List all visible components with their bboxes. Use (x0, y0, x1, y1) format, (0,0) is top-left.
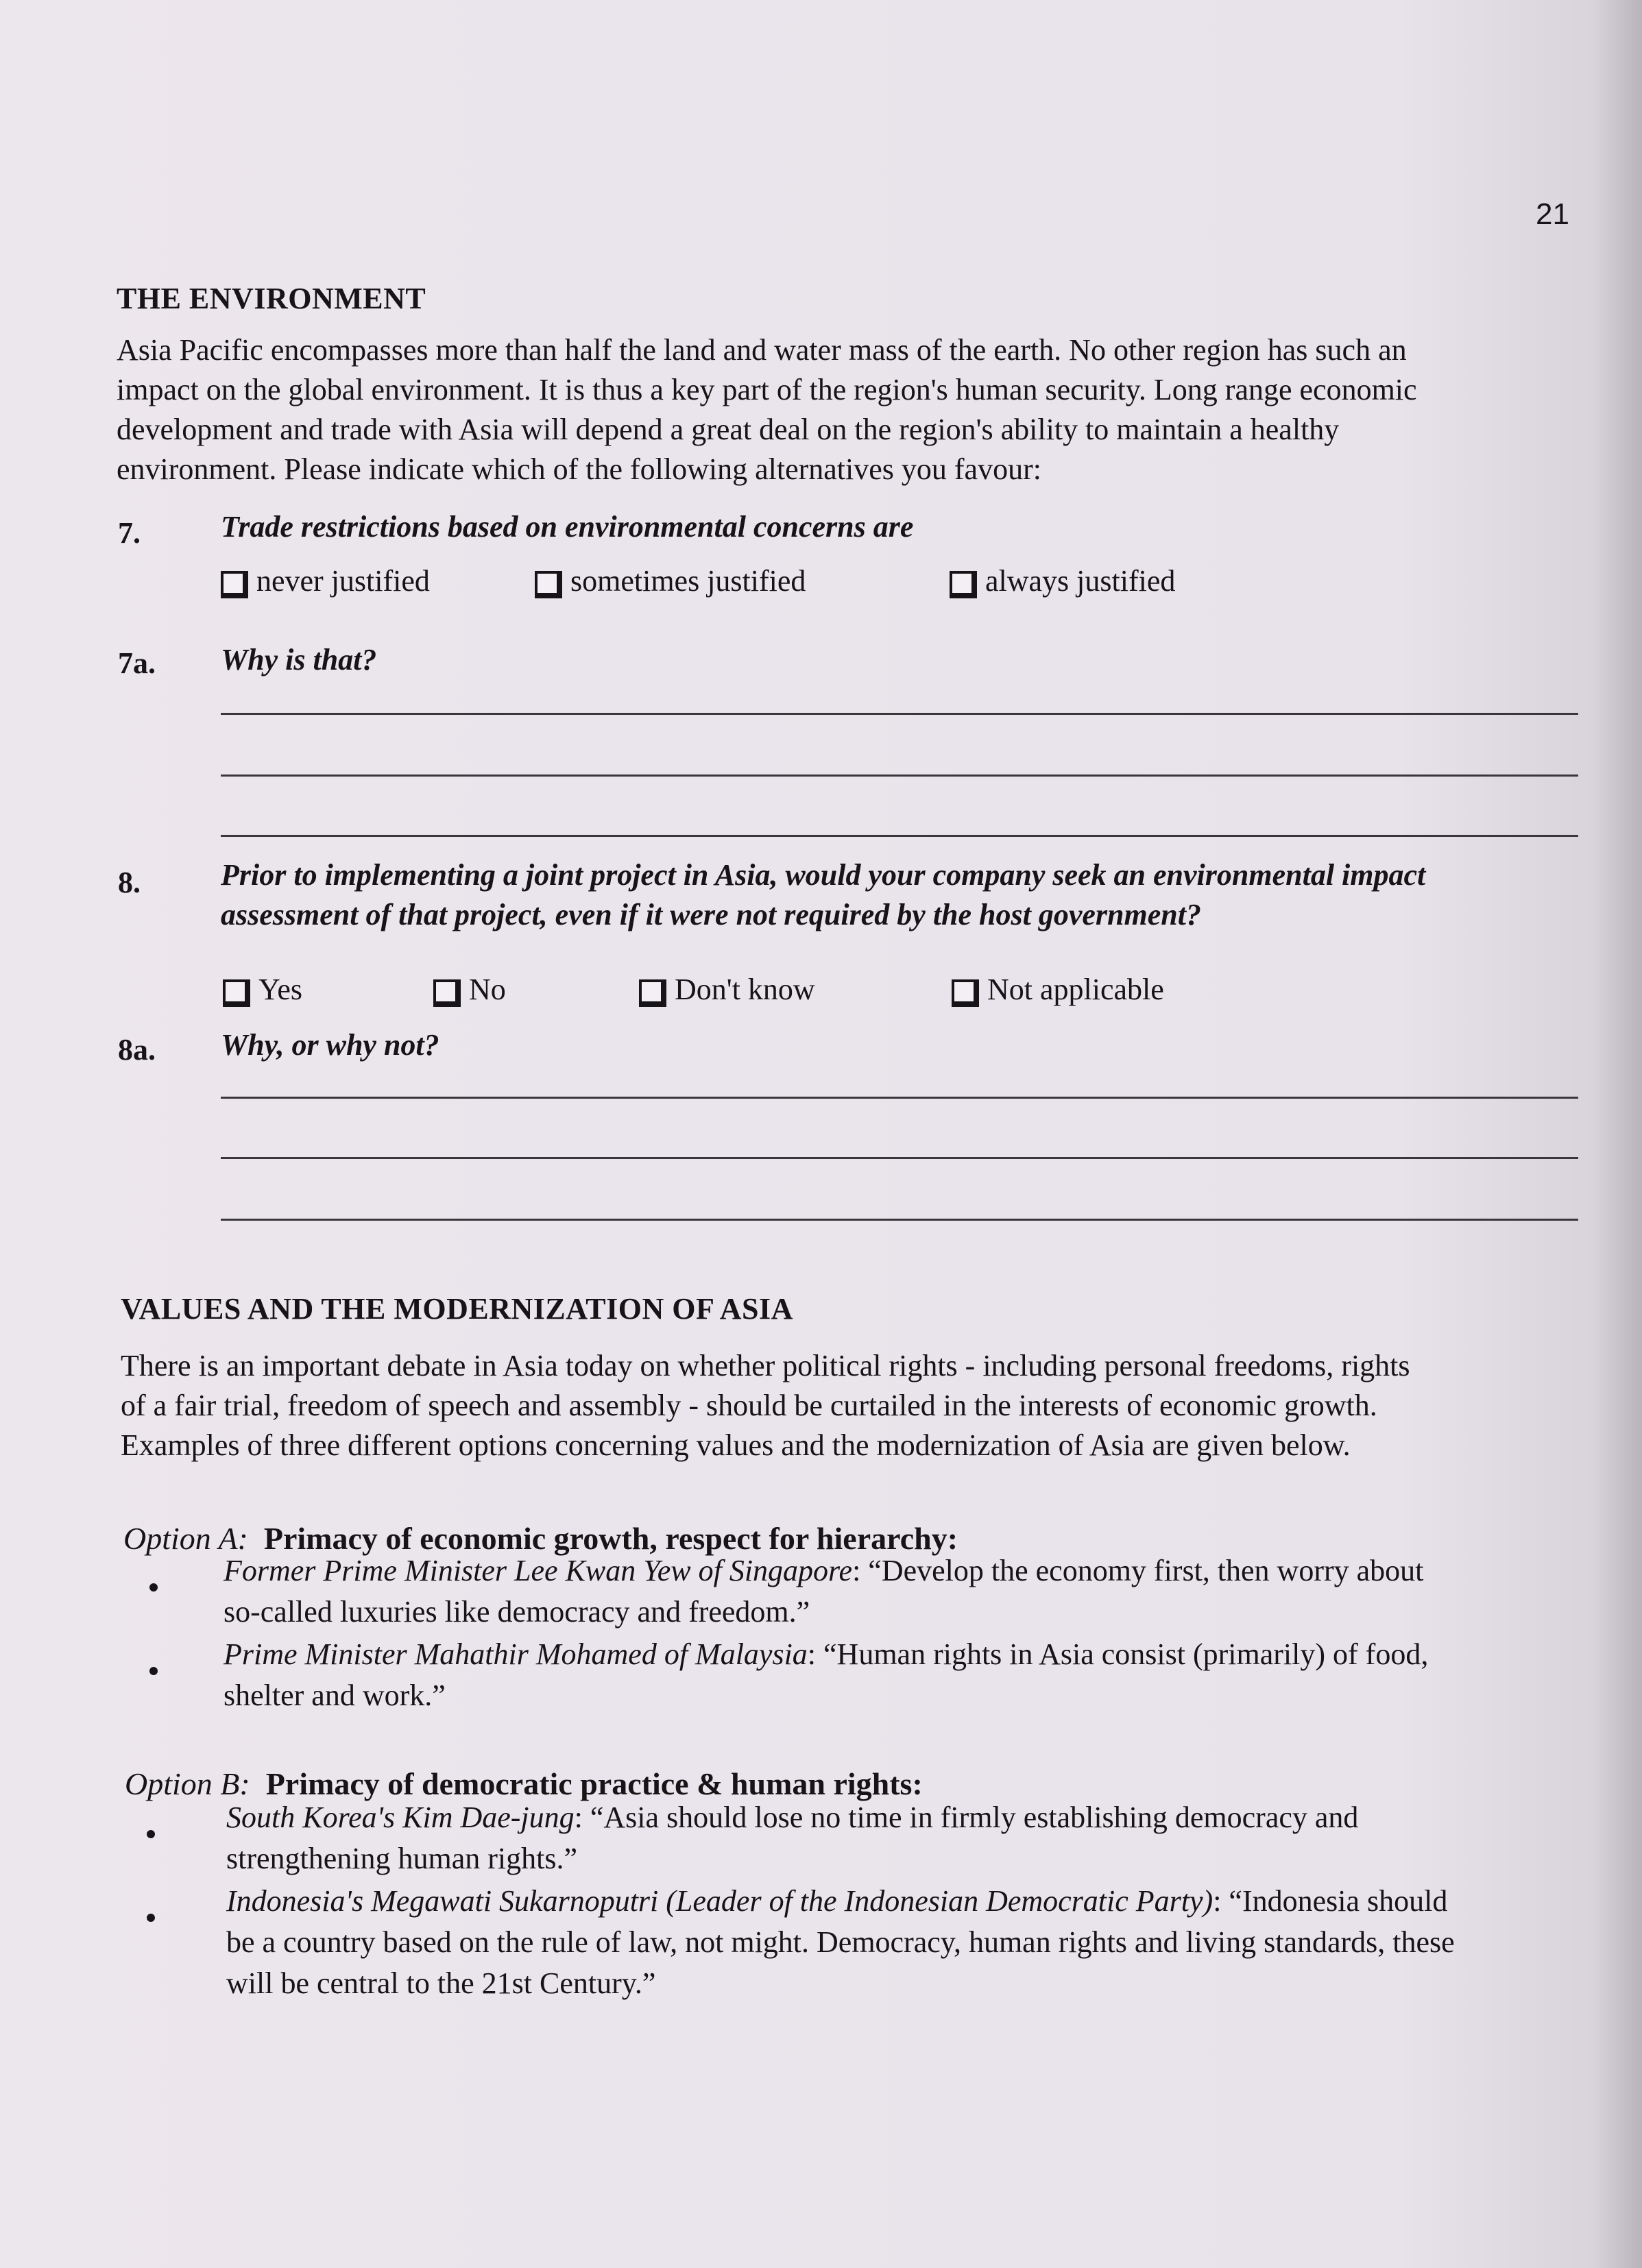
option-no[interactable] (433, 972, 506, 1007)
bullet-icon (147, 1830, 155, 1838)
intro-line: Examples of three different options concerning values and the modernization of Asia are given below. (121, 1428, 1351, 1462)
question-number: 8a. (118, 1033, 156, 1066)
quote-text: : “Develop the economy first, then worry about (852, 1554, 1424, 1587)
section-heading-environment: THE ENVIRONMENT (117, 282, 426, 315)
option-a-title: Primacy of economic growth, respect for hierarchy: (263, 1521, 958, 1556)
speaker-name: Indonesia's Megawati Sukarnoputri (Leader of the Indonesian Democratic Party) (226, 1884, 1214, 1918)
quote-text: so-called luxuries like democracy and freedom.” (224, 1595, 810, 1629)
quote-text: : “Indonesia should (1213, 1884, 1448, 1918)
option-always-justified[interactable] (950, 563, 1175, 598)
question-number: 8. (118, 866, 141, 899)
option-label: always justified (985, 564, 1176, 598)
question-number: 7a. (118, 646, 156, 680)
answer-line[interactable] (221, 835, 1578, 837)
option-label: Not applicable (987, 973, 1164, 1006)
answer-line[interactable] (221, 713, 1578, 715)
checkbox[interactable] (535, 571, 562, 598)
environment-intro (117, 330, 1577, 489)
speaker-name: Former Prime Minister Lee Kwan Yew of Singapore (224, 1554, 853, 1587)
checkbox[interactable] (639, 979, 666, 1007)
option-b-label: Option B: (125, 1766, 250, 1801)
option-sometimes-justified[interactable] (535, 563, 806, 598)
option-label: never justified (256, 564, 430, 598)
option-dont-know[interactable] (639, 972, 815, 1007)
answer-line[interactable] (221, 1097, 1578, 1099)
question-number: 7. (118, 516, 141, 550)
answer-line[interactable] (221, 775, 1578, 777)
question-text (221, 855, 1585, 935)
checkbox[interactable] (433, 979, 461, 1007)
intro-line: development and trade with Asia will depend a great deal on the region's ability to maintain a healthy (117, 413, 1340, 446)
page-number: 21 (1536, 197, 1569, 231)
option-never-justified[interactable] (221, 563, 430, 598)
question-text: Why, or why not? (221, 1028, 439, 1062)
checkbox[interactable] (221, 571, 248, 598)
quote-text: : “Asia should lose no time in firmly establishing democracy and (574, 1801, 1359, 1834)
question-line: Prior to implementing a joint project in Asia, would your company seek an environmental impact (221, 858, 1426, 892)
bullet-icon (147, 1914, 155, 1922)
checkbox[interactable] (950, 571, 977, 598)
option-b-bullet (226, 1797, 1591, 1879)
option-label: Don't know (675, 973, 815, 1006)
quote-text: : “Human rights in Asia consist (primarily) of food, (807, 1637, 1429, 1671)
option-b-bullet (226, 1881, 1591, 2004)
option-yes[interactable] (223, 972, 302, 1007)
intro-line: There is an important debate in Asia today on whether political rights - including personal freedoms, rights (121, 1349, 1410, 1382)
values-intro (121, 1346, 1584, 1465)
option-label: sometimes justified (570, 564, 806, 598)
answer-line[interactable] (221, 1219, 1578, 1221)
bullet-icon (149, 1583, 158, 1592)
intro-line: of a fair trial, freedom of speech and assembly - should be curtailed in the interests of economic growth. (121, 1389, 1377, 1422)
bullet-icon (149, 1667, 158, 1675)
quote-text: will be central to the 21st Century.” (226, 1966, 656, 2000)
answer-line[interactable] (221, 1157, 1578, 1159)
option-label: Yes (258, 973, 303, 1006)
intro-line: Asia Pacific encompasses more than half the land and water mass of the earth. No other region has such an (117, 333, 1407, 367)
speaker-name: South Korea's Kim Dae-jung (226, 1801, 575, 1834)
option-a-bullet (224, 1634, 1588, 1716)
quote-text: shelter and work.” (224, 1679, 446, 1712)
section-heading-values: VALUES AND THE MODERNIZATION OF ASIA (121, 1292, 793, 1326)
option-a-bullet (224, 1550, 1588, 1633)
checkbox[interactable] (952, 979, 979, 1007)
option-a-label: Option A: (123, 1521, 248, 1556)
question-text: Trade restrictions based on environmental concerns are (221, 510, 914, 544)
quote-text: be a country based on the rule of law, not might. Democracy, human rights and living standards, these (226, 1925, 1455, 1959)
intro-line: impact on the global environment. It is thus a key part of the region's human security. Long range economic (117, 373, 1417, 406)
question-text: Why is that? (221, 643, 377, 676)
intro-line: environment. Please indicate which of the following alternatives you favour: (117, 452, 1041, 486)
option-b-title: Primacy of democratic practice & human rights: (265, 1766, 923, 1801)
speaker-name: Prime Minister Mahathir Mohamed of Malaysia (224, 1637, 808, 1671)
option-not-applicable[interactable] (952, 972, 1164, 1007)
checkbox[interactable] (223, 979, 250, 1007)
option-label: No (469, 973, 506, 1006)
quote-text: strengthening human rights.” (226, 1842, 578, 1875)
question-line: assessment of that project, even if it were not required by the host government? (221, 898, 1201, 931)
